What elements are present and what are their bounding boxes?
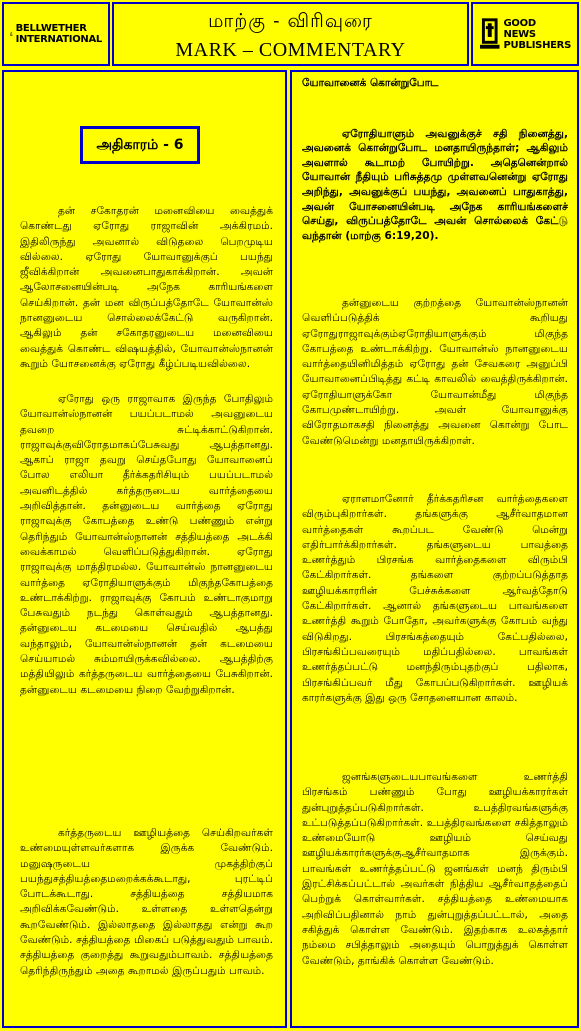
left-paragraph-1: தன் சகோதரன் மனைவியை வைத்துக் கொண்டது ஏரோது ராஜாவின் அக்கிரமம். இதிலிருந்து அவனால் விடுதலை பெறமுடிய வில்லை. ஏரோது யோவானுக்குப் பயந்து ஜீவிக்கிறான் அவனைபாதுகாக்கிறான். அவன் ஆலோசனையின்படி அநேக காரியங்களை செய்கிறான். தன் மன விருப்பத்தோடே யோவான்ஸ் நானனுடைய சொல்லைக்கேட்டு வருகிறான். ஆகிலும் தன் சகோதரனுடைய மனைவியை வைத்துக் கொண்ட விஷயத்தில், யோவான்ஸ்நானன் கூறும் யோசனைக்கு ஏரோது கீழ்ப்படியவில்லை. [20,205,273,370]
title-box [112,2,469,66]
left-column [2,70,287,1028]
right-paragraph-2: ஏராளமானோர் தீர்க்கதரிசன வார்த்தைகளை விரும்புகிறார்கள். தங்களுக்கு ஆசீர்வாதமான வார்த்தைகள் கூறப்பட வேண்டு மென்று எதிர்பார்க்கிறார்கள். தங்களுடைய பாவத்தை உணர்த்தும் பிரசங்க வார்த்தைகளை விரும்பி கேட்கிறார்கள். தங்களை குற்றப்படுத்தாத ஊழியக்காரரின் பேச்சுக்களை ஆர்வத்தோடு கேட்கிறார்கள். ஆனால் தங்களுடைய பாவங்களை உணர்த்தி கூறும் போதோ, அவர்களுக்கு கோபம் வந்து விடுகிறது. பிரசங்கத்தையும் கேட்பதில்லை, பிரசங்கிப்பவரையும் மதிப்பதில்லை. பாவங்கள் உணர்த்தப்பட்டு மனந்திரும்புதற்குப் பதிலாக, பிரசங்கிப்பவர் மீது கோபப்படுகிறார்கள். ஊழியக் காரர்களுக்கு இது ஒரு சோதனையான காலம். [302,493,568,704]
chapter-label: அதிகாரம் - 6 [80,126,200,164]
right-paragraph-3: ஜனங்களுடையபாவங்களை உணர்த்தி பிரசங்கம் பண்ணும் போது ஊழியக்காரர்கள் துன்புறுத்தப்படுகிறார்கள். உபத்திரவங்களுக்கு உட்படுத்தப்படுகிறார்கள். உபத்திரவங்களை சகித்தாலும் உண்மையோடு ஊழியம் செய்வது ஊழியக்காரர்களுக்குஆசீர்வாதமாக இருக்கும். பாவங்கள் உணர்த்தப்பட்டு ஜனங்கள் மனந் திரும்பி இரட்சிக்கப்பட்டால் அவர்கள் நித்திய ஆசீர்வாதத்தைப் பெற்றுக் கொள்வார்கள். சத்தியத்தை உண்மையாக அறிவிப்பதினால் நாம் துன்புறுத்தப்பட்டால், அதை சகித்துக் கொள்ள வேண்டும். இதற்காக உலகத்தார் நம்மை சபித்தாலும் அதையும் பொறுத்துக் கொள்ள வேண்டும், தாங்கிக் கொள்ள வேண்டும். [302,771,568,967]
page-title-english: MARK – COMMENTARY [175,39,406,61]
page-header [0,0,581,68]
left-paragraph-3: கர்த்தருடைய ஊழியத்தை செய்கிறவர்கள் உண்மையுள்ளவர்களாக இருக்க வேண்டும். மனுஷருடைய முகத்திற்குப் பயந்துசத்தியத்தைமறைக்கக்கூடாது, புரட்டிப் போடக்கூடாது. சத்தியத்தை சத்தியமாக அறிவிக்கவேண்டும். உள்ளதை உள்ளதென்று கூறவேண்டும். இல்லாததை இல்லாதது என்று கூற வேண்டும். சத்தியத்தை மிகைப் படுத்துவதும் பாவம். சத்தியத்தை குறைத்து கூறுவதும்பாவம். சத்தியத்தை தெரிந்திருந்தும் அதை கூறாமல் இருப்பதும் பாவம். [20,827,273,977]
page-title-tamil: மாற்கு - விரிவுரை [208,10,373,32]
bellwether-logo [2,2,110,66]
logo-right-line1: GOOD NEWS [503,17,536,40]
right-paragraph-1: தன்னுடைய குற்றத்தை யோவான்ஸ்நானன் வெளிப்படுத்திக் கூறியது ஏரோதுராஜாவுக்கும்ஏரோதியாளுக்கும் மிகுந்த கோபத்தை உண்டாக்கிற்று. யோவான்ஸ் நானனுடைய வார்த்தையினிமித்தம் ஏரோது தன் சேவகரை அனுப்பி யோவானைப்பிடித்து கட்டி காவலில் வைத்திருக்கிறான். ஏரோதியாளுக்கோ யோவான்மீது மிகுந்த கோபமுண்டாயிற்று. அவள் யோவானுக்கு விரோதமாகசதி நினைத்து அவனை கொன்று போட வேண்டுமென்று மனதாயிருக்கிறாள். [302,297,568,447]
book-logo-icon [479,14,501,54]
logo-left-line1: BELLWETHER [15,23,87,34]
section-heading: யோவானைக் கொன்றுபோட [302,77,439,89]
good-news-logo [471,2,579,66]
logo-left-line2: INTERNATIONAL [15,34,102,45]
left-paragraph-2: ஏரோது ஒரு ராஜாவாக இருந்த போதிலும் யோவான்ஸ்நானன் பயப்படாமல் அவனுடைய தவறை சுட்டிக்காட்டுகிறான். ராஜாவுக்குவிரோதமாகப்பேசுவது ஆபத்தானது. ஆகாப் ராஜா தவறு செய்தபோது யோவானைப் போல எலியா தீர்க்கதரிசியும் பயப்படாமல் அவனிடத்தில் கர்த்தருடைய வார்த்தையை அறிவித்தான். தன்னுடைய வார்த்தை ஏரோது ராஜாவுக்கு கோபத்தை உண்டு பண்ணும் என்று தெரிந்தும் யோவான்ஸ்நானன் சத்தியத்தை அடக்கி வைக்காமல் வெளிப்படுத்துகிறான். ஏரோது ராஜாவுக்கு மாத்திரமல்ல. யோவான்ஸ் நானனுடைய வார்த்தை ஏரோதியாளுக்கும் மிகுந்தகோபத்தை உண்டாக்கிற்று. ராஜாவுக்கு கோபம் உண்டாகுமாறு பேசுவதும் நடந்து கொள்வதும் ஆபத்தானது. தன்னுடைய கடமையை செய்வதில் ஆபத்து வந்தாலும், யோவான்ஸ்நானன் தன் கடமையை செய்யாமல் சும்மாயிருக்கவில்லை. ஆபத்திற்கு மத்தியிலும் கர்த்தருடைய வார்த்தையை பேசுகிறான். தன்னுடைய கடமையை நிறை வேற்றுகிறான். [20,393,273,696]
scripture-quote: ஏரோதியாளும் அவனுக்குச் சதி நினைத்து, அவனைக் கொன்றுபோட மனதாயிருந்தாள்; ஆகிலும் அவளால் கூடாமற் போயிற்று. அதெனென்றால் யோவான் நீதியும் பரிசுத்தமு முள்ளவனென்று ஏரோது அறிந்து, அவனுக்குப் பயந்து, அவனைப் பாதுகாத்து, அவன் யோசனையின்படி அநேக காரியங்களைச் செய்து, விருப்பத்தோடே அவன் சொல்லைக் கேட்டு வந்தான் (மாற்கு 6:19,20). [302,127,568,242]
bellwether-logo-icon [10,14,13,54]
right-column [290,70,579,1028]
logo-right-line2: PUBLISHERS [503,39,571,51]
